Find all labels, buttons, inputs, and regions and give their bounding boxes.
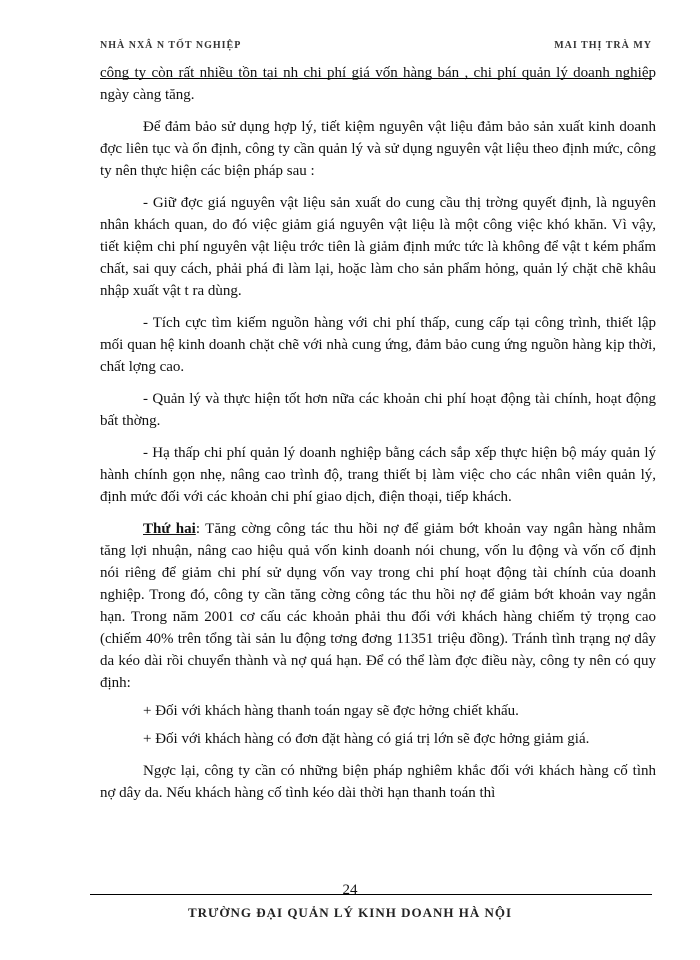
paragraph-7 xyxy=(100,518,656,694)
paragraph-1: công ty còn rất nhiều tồn tại nh chi phí giá vốn hàng bán , chi phí quản lý doanh nghiệp ngày càng tăng. xyxy=(100,65,656,103)
header-right-text: MAI THỊ TRÀ MY xyxy=(554,40,652,51)
paragraph-5: - Quản lý và thực hiện tốt hơn nữa các khoản chi phí hoạt động tài chính, hoạt động bất thờng. xyxy=(100,391,656,429)
document-body xyxy=(100,62,656,814)
footer-rule xyxy=(90,894,652,895)
page-number: 24 xyxy=(342,882,358,898)
paragraph-9: + Đối với khách hàng có đơn đặt hàng có giá trị lớn sẽ đợc hởng giảm giá. xyxy=(143,731,590,747)
paragraph-3: - Giữ đợc giá nguyên vật liệu sản xuất do cung cầu thị trờng quyết định, là nguyên nhân khách quan, do đó việc giảm giá nguyên vật liệu là một công việc khó khăn. Vì vậy, tiết kiệm chi phí nguyên vật liệu trớc tiên là giảm định mức tức là không để vật t kém phẩm chất, sai quy cách, phải phá đi làm lại, hoặc làm cho sản phẩm hỏng, quản lý chặt chẽ khâu nhập xuất vật t ra dùng. xyxy=(100,195,656,299)
paragraph-2: Để đảm bảo sử dụng hợp lý, tiết kiệm nguyên vật liệu đảm bảo sản xuất kinh doanh đợc liên tục và ổn định, công ty cần quản lý và sử dụng nguyên vật liệu theo định mức, công ty nên thực hiện các biện pháp sau : xyxy=(100,119,656,179)
paragraph-4: - Tích cực tìm kiếm nguồn hàng với chi phí thấp, cung cấp tại công trình, thiết lập mối quan hệ kinh doanh chặt chẽ với nhà cung ứng, đảm bảo cung ứng nguồn hàng kịp thời, chất lợng cao. xyxy=(100,315,656,375)
header-left-text: NHÀ NXÂ N TỐT NGHIỆP xyxy=(100,40,242,51)
paragraph-6: - Hạ thấp chi phí quản lý doanh nghiệp bằng cách sắp xếp thực hiện bộ máy quản lý hành chính gọn nhẹ, nâng cao trình độ, trang thiết bị làm việc cho các nhân viên quản lý, định mức đối với các khoản chi phí giao dịch, điện thoại, tiếp khách. xyxy=(100,445,656,505)
paragraph-8: + Đối với khách hàng thanh toán ngay sẽ đợc hởng chiết khấu. xyxy=(143,703,519,719)
paragraph-10: Ngợc lại, công ty cần có những biện pháp nghiêm khắc đối với khách hàng cố tình nợ dây da. Nếu khách hàng cố tình kéo dài thời hạn thanh toán thì xyxy=(100,763,656,801)
footer-school-name: TRƯỜNG ĐẠI QUẢN LÝ KINH DOANH HÀ NỘI xyxy=(187,905,513,920)
section-label-thu-hai: Thứ hai xyxy=(143,521,196,537)
paragraph-7-text: : Tăng cờng công tác thu hồi nợ để giảm bớt khoản vay ngân hàng nhằm tăng lợi nhuận, nâng cao hiệu quả vốn kinh doanh nói chung, vốn lu động và vốn cố định nói riêng để giảm chi phí sử dụng vốn vay trong chi phí hoạt động tài chính của doanh nghiệp. Trong đó, công ty cần tăng cờng công tác thu hồi nợ để giảm bớt khoản vay ngắn hạn. Trong năm 2001 cơ cấu các khoản phải thu đối với khách hàng chiếm tỷ trọng cao (chiếm 40% trên tổng tài sản lu động tơng đơng 11351 triệu đồng). Tránh tình trạng nợ dây da kéo dài rồi chuyển thành và nợ quá hạn. Để có thể làm đợc điều này, công ty nên có quy định: xyxy=(100,521,657,691)
